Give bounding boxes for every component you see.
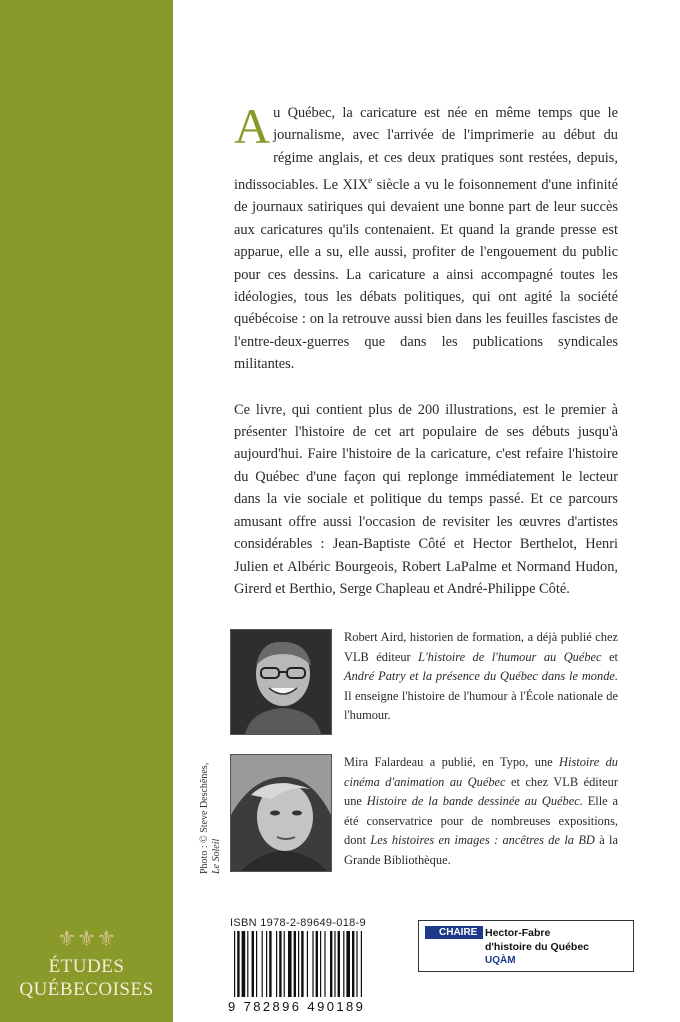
- barcode-bars: [228, 931, 410, 1001]
- barcode-bar: [338, 931, 340, 997]
- bio1-text-c: Il enseigne l'histoire de l'humour à l'École nationale de l'humour.: [344, 688, 618, 723]
- barcode-bar: [334, 931, 335, 997]
- isbn-barcode: [228, 917, 410, 1017]
- chaire-logo: [418, 920, 634, 972]
- series-logo: [0, 955, 173, 1001]
- green-sidebar: [0, 0, 173, 1022]
- bio2-book-3: Les histoires en images : ancêtres de la BD: [370, 833, 595, 848]
- bio2-book-2: Histoire de la bande dessinée au Québec.: [366, 794, 583, 809]
- barcode-bar: [316, 931, 318, 997]
- portrait-man-icon: [231, 630, 331, 734]
- barcode-bar: [346, 931, 350, 997]
- chaire-tag: CHAIRE: [425, 926, 483, 939]
- barcode-bar: [356, 931, 357, 997]
- barcode-bar: [242, 931, 246, 997]
- barcode-bar: [294, 931, 296, 997]
- barcode-bar: [252, 931, 254, 997]
- series-line-1: ÉTUDES: [48, 956, 125, 977]
- author-bio-robert-aird: [344, 628, 618, 726]
- author-photo-mira-falardeau: [230, 754, 332, 872]
- barcode-bar: [307, 931, 308, 997]
- century-superscript: e: [368, 175, 373, 186]
- author-bio-mira-falardeau: [344, 753, 618, 871]
- bio1-text-a: Robert Aird, historien de formation, a déjà publié chez VLB éditeur: [344, 630, 618, 664]
- summary-paragraph-1: [234, 98, 618, 376]
- barcode-bar: [301, 931, 303, 997]
- barcode-bar: [324, 931, 325, 997]
- bio1-book-1: L'histoire de l'humour au Québec: [418, 649, 602, 664]
- barcode-bar: [312, 931, 313, 997]
- barcode-bar: [288, 931, 292, 997]
- book-summary: [234, 98, 618, 600]
- bio1-text-b: et: [601, 649, 618, 664]
- barcode-bar: [237, 931, 239, 997]
- bio2-book-1: Histoire du cinéma d'animation au Québec: [344, 755, 618, 789]
- barcode-bar: [247, 931, 248, 997]
- series-line-2: QUÉBECOISES: [19, 979, 154, 1000]
- bio2-text-a: Mira Falardeau a publié, en Typo, une: [344, 755, 560, 769]
- bio1-book-2: André Patry et la présence du Québec dans le monde.: [344, 669, 618, 684]
- barcode-digits: 9 782896 490189: [228, 999, 366, 1014]
- barcode-bar: [234, 931, 235, 997]
- summary-paragraph-2: Ce livre, qui contient plus de 200 illustrations, est le premier à présenter l'histoire de cet art populaire de ses débuts jusqu'à aujourd'hui. Faire l'histoire de la caricature, c'est refaire l'histoire du Québec d'une façon qui replonge immédiatement le lecteur dans la vie sociale et politique du temps passé. Et ce parcours amusant offre aussi l'occasion de revisiter les œuvres d'artistes considérables : Jean-Baptiste Côté et Hector Berthelot, Henri Julien et Albéric Bourgeois, Robert LaPalme et Normand Hudon, Girerd et Berthio, Serge Chapleau et André-Philippe Côté.: [234, 401, 618, 597]
- barcode-bar: [320, 931, 321, 997]
- barcode-bar: [276, 931, 277, 997]
- barcode-bar: [262, 931, 263, 997]
- century-numeral: XIX: [342, 177, 369, 194]
- barcode-bar: [256, 931, 257, 997]
- barcode-bar: [284, 931, 285, 997]
- barcode-bar: [298, 931, 299, 997]
- barcode-bar: [361, 931, 362, 997]
- bio2-text-c: Elle a été conservatrice pour de nombreuses expositions, dont: [344, 794, 618, 848]
- summary-p1-part1: u Québec, la caricature est née en même temps que le journalisme, avec l'arrivée de l'imprimerie au début du régime anglais, et ces deux pratiques sont restées, depuis, indissociables. Le: [234, 105, 618, 194]
- photo-credit-line-1: Photo : © Steve Deschênes,: [199, 762, 210, 874]
- barcode-bar: [352, 931, 354, 997]
- fleur-de-lis-icon: ⚜⚜⚜: [56, 926, 117, 951]
- barcode-bar: [279, 931, 281, 997]
- barcode-bar: [330, 931, 332, 997]
- chaire-name-line-2: d'histoire du Québec: [485, 941, 590, 953]
- bio2-text-b: et chez VLB éditeur une: [344, 774, 618, 809]
- chaire-name-line-1: Hector-Fabre: [485, 927, 551, 939]
- portrait-woman-icon: [231, 755, 331, 871]
- uqam-label: UQÀM: [485, 955, 516, 966]
- photo-credit: [196, 752, 226, 876]
- photo-credit-line-2: Le Soleil: [211, 838, 222, 874]
- author-photo-robert-aird: [230, 629, 332, 735]
- barcode-bar: [269, 931, 271, 997]
- summary-p1-part2: siècle a vu le foisonnement d'une infinité de journaux satiriques qui devaient une bonne part de leur succès aux caricatures qu'ils contenaient. Et quand la grande presse est apparue, elle a su, elle aussi, profiter de l'engouement du public pour ces dessins. La caricature a ainsi accompagné toutes les idéologies, tous les débats politiques, qui ont agité la société québécoise : on la retrouve aussi bien dans les feuilles fascistes de l'entre-deux-guerres que dans les publications syndicales militantes.: [234, 177, 618, 373]
- barcode-bar: [343, 931, 344, 997]
- isbn-label: ISBN 1978-2-89649-018-9: [230, 917, 366, 929]
- bio2-text-d: à la Grande Bibliothèque.: [344, 833, 618, 867]
- barcode-bar: [266, 931, 267, 997]
- drop-cap: A: [234, 98, 271, 154]
